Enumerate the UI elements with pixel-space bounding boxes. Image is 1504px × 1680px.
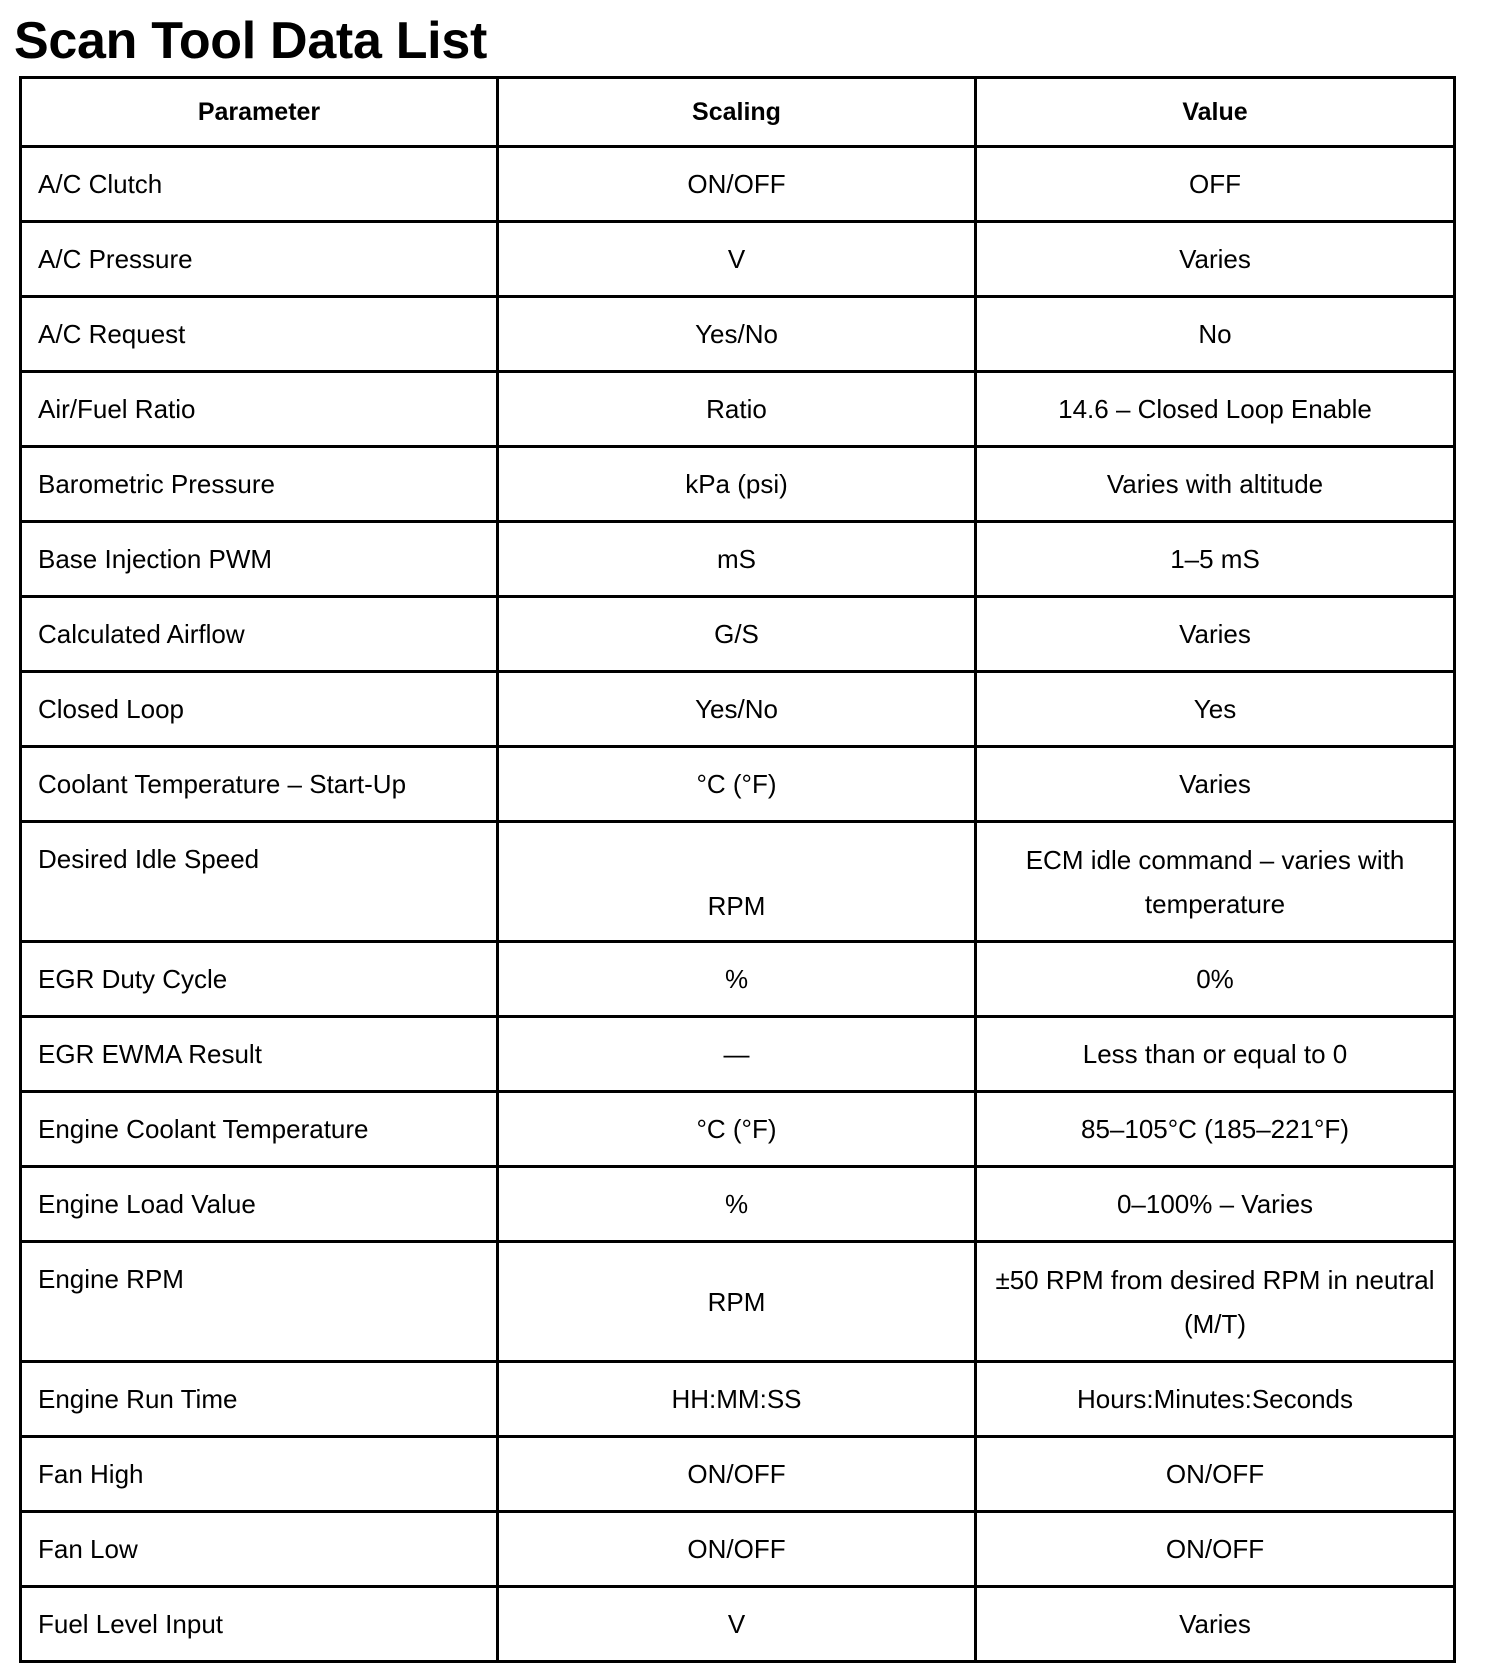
parameter-cell: A/C Request <box>21 297 498 372</box>
table-row <box>21 747 1455 822</box>
table-row <box>21 672 1455 747</box>
table-row <box>21 1167 1455 1242</box>
scaling-cell: ON/OFF <box>498 1437 976 1512</box>
parameter-cell: A/C Clutch <box>21 147 498 222</box>
table-row <box>21 822 1455 942</box>
value-cell: 85–105°C (185–221°F) <box>976 1092 1455 1167</box>
scaling-cell: RPM <box>498 1242 976 1362</box>
table-row <box>21 1242 1455 1362</box>
parameter-cell: Barometric Pressure <box>21 447 498 522</box>
table-row <box>21 147 1455 222</box>
scaling-cell: °C (°F) <box>498 747 976 822</box>
scaling-cell: mS <box>498 522 976 597</box>
parameter-cell: A/C Pressure <box>21 222 498 297</box>
scaling-cell: ON/OFF <box>498 1512 976 1587</box>
table-header-row <box>21 78 1455 147</box>
value-cell: Yes <box>976 672 1455 747</box>
scaling-cell: G/S <box>498 597 976 672</box>
scaling-cell: Yes/No <box>498 297 976 372</box>
table-row <box>21 1437 1455 1512</box>
value-cell: 0% <box>976 942 1455 1017</box>
column-header-parameter: Parameter <box>21 78 498 147</box>
parameter-cell: Desired Idle Speed <box>21 822 498 942</box>
parameter-cell: Engine Run Time <box>21 1362 498 1437</box>
scaling-cell: % <box>498 1167 976 1242</box>
scaling-cell: kPa (psi) <box>498 447 976 522</box>
parameter-cell: Engine Coolant Temperature <box>21 1092 498 1167</box>
value-cell: ECM idle command – varies with temperature <box>976 822 1455 942</box>
value-cell: Varies with altitude <box>976 447 1455 522</box>
scan-tool-data-table <box>19 76 1456 1663</box>
table-row <box>21 222 1455 297</box>
parameter-cell: Closed Loop <box>21 672 498 747</box>
value-cell: Hours:Minutes:Seconds <box>976 1362 1455 1437</box>
table-row <box>21 1587 1455 1662</box>
value-cell: Varies <box>976 597 1455 672</box>
parameter-cell: Engine RPM <box>21 1242 498 1362</box>
value-cell: 14.6 – Closed Loop Enable <box>976 372 1455 447</box>
table-row <box>21 1017 1455 1092</box>
table-row <box>21 1512 1455 1587</box>
column-header-scaling: Scaling <box>498 78 976 147</box>
parameter-cell: Fan Low <box>21 1512 498 1587</box>
scaling-cell: HH:MM:SS <box>498 1362 976 1437</box>
parameter-cell: Engine Load Value <box>21 1167 498 1242</box>
page-title: Scan Tool Data List <box>14 12 487 70</box>
value-cell: ON/OFF <box>976 1512 1455 1587</box>
scaling-cell: ON/OFF <box>498 147 976 222</box>
table-row <box>21 942 1455 1017</box>
scaling-cell: V <box>498 1587 976 1662</box>
parameter-cell: Calculated Airflow <box>21 597 498 672</box>
value-cell: ON/OFF <box>976 1437 1455 1512</box>
scaling-cell: Yes/No <box>498 672 976 747</box>
parameter-cell: EGR EWMA Result <box>21 1017 498 1092</box>
value-cell: Varies <box>976 222 1455 297</box>
value-cell: Varies <box>976 1587 1455 1662</box>
parameter-cell: EGR Duty Cycle <box>21 942 498 1017</box>
parameter-cell: Fuel Level Input <box>21 1587 498 1662</box>
value-cell: ±50 RPM from desired RPM in neutral (M/T) <box>976 1242 1455 1362</box>
parameter-cell: Fan High <box>21 1437 498 1512</box>
value-cell: Varies <box>976 747 1455 822</box>
scaling-cell: — <box>498 1017 976 1092</box>
value-cell: 1–5 mS <box>976 522 1455 597</box>
column-header-value: Value <box>976 78 1455 147</box>
value-cell: OFF <box>976 147 1455 222</box>
value-cell: Less than or equal to 0 <box>976 1017 1455 1092</box>
table-row <box>21 522 1455 597</box>
scaling-cell: % <box>498 942 976 1017</box>
parameter-cell: Coolant Temperature – Start-Up <box>21 747 498 822</box>
table-row <box>21 447 1455 522</box>
table-row <box>21 597 1455 672</box>
table-row <box>21 1092 1455 1167</box>
parameter-cell: Base Injection PWM <box>21 522 498 597</box>
table-row <box>21 372 1455 447</box>
scaling-cell: °C (°F) <box>498 1092 976 1167</box>
parameter-cell: Air/Fuel Ratio <box>21 372 498 447</box>
scaling-cell: V <box>498 222 976 297</box>
scaling-cell: RPM <box>498 822 976 942</box>
value-cell: No <box>976 297 1455 372</box>
scaling-cell: Ratio <box>498 372 976 447</box>
table-row <box>21 1362 1455 1437</box>
value-cell: 0–100% – Varies <box>976 1167 1455 1242</box>
table-row <box>21 297 1455 372</box>
